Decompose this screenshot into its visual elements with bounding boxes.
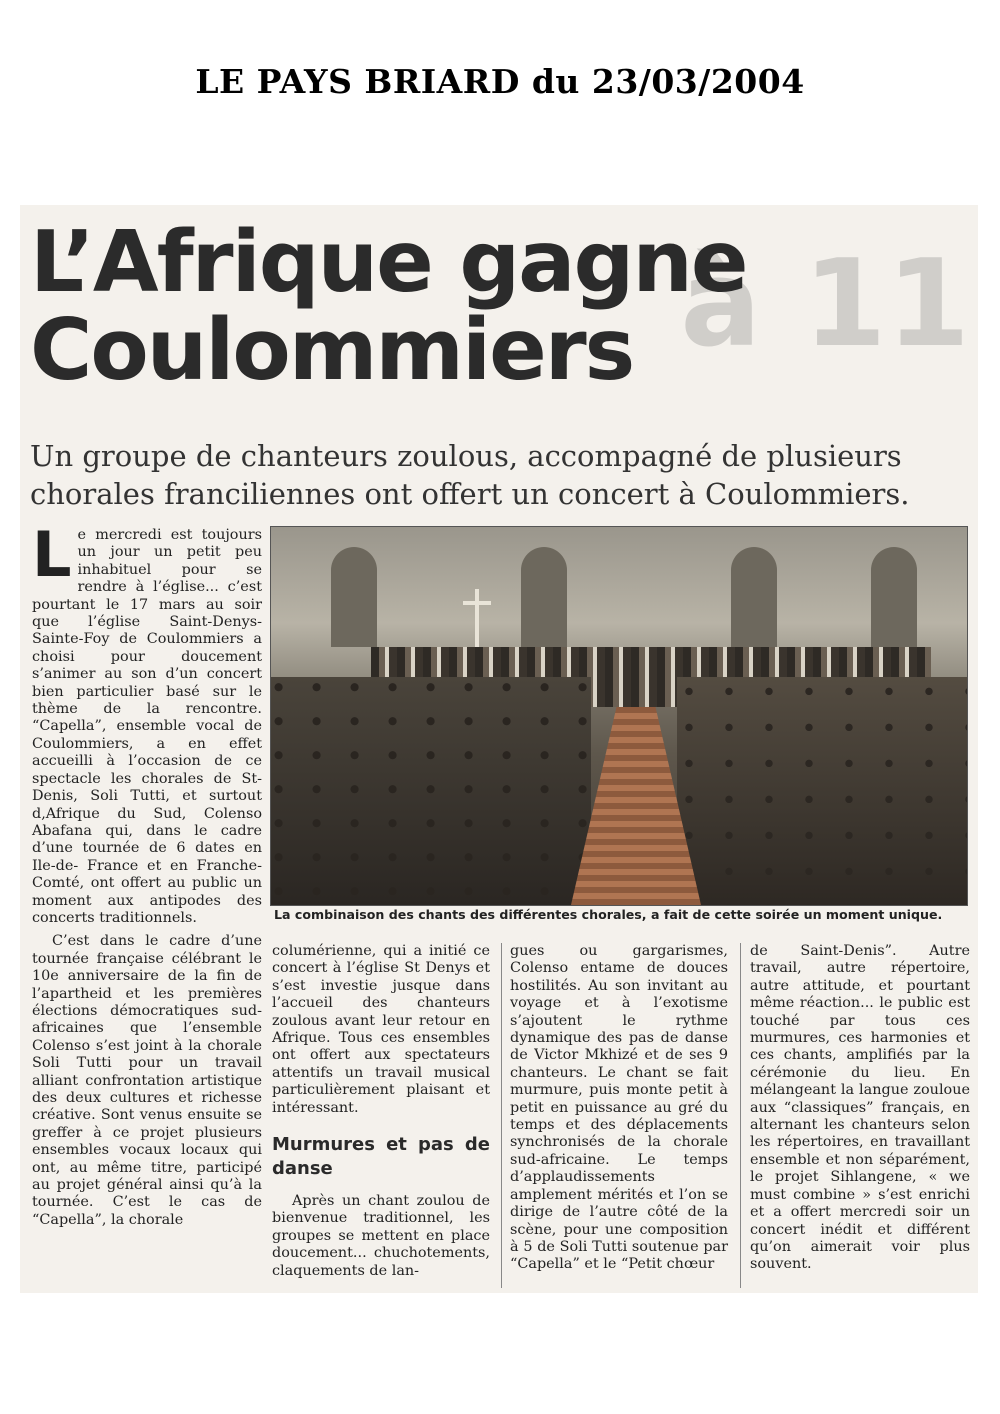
bleed-through-ghost: à 11 bbox=[680, 235, 970, 374]
headline-line-1: L’Afrique gagne bbox=[30, 213, 747, 312]
masthead-title: LE PAYS BRIARD du 23/03/2004 bbox=[195, 62, 805, 101]
column-4 bbox=[750, 943, 970, 1280]
column-4-paragraph-1: de Saint-Denis”. Autre travail, autre répertoire, autre attitude, et pourtant même réaction... le public est touché par tous ces murmures, ces harmonies et ces chants, amplifiés par la cérémonie du lieu. En mélangeant la langue zouloue aux “classiques” français, en alternant les chanteurs selon les répertoires, en travaillant ensemble et non séparément, le projet Sihlangene, « we must combine » s’est enrichi et a offert mercredi soir un concert inédit et différent qu’on aimerait voir plus souvent. bbox=[750, 943, 970, 1273]
article-headline bbox=[30, 213, 747, 400]
column-1-paragraph-1: e mercredi est toujours un jour un petit peu inhabituel pour se rendre à l’église... c’est pourtant le 17 mars au soir que l’église Saint-Denys-Sainte-Foy de Coulommiers a choisi pour doucement s’animer au son d’un concert bien particulier basé sur le thème de la rencontre. “Capella”, ensemble vocal de Coulommiers, a en effet accueilli à l’occasion de ce spectacle les chorales de St-Denis, Soli Tutti, et surtout d,Afrique du Sud, Colenso Abafana qui, dans le cadre d’une tournée de 6 dates en Ile-de- France et en Franche-Comté, ont offert au public un moment aux antipodes des concerts traditionnels. bbox=[32, 527, 262, 926]
column-1-paragraph-2: C’est dans le cadre d’une tournée française célébrant le 10e anniversaire de la fin de l’apartheid et les premières élections démocratiques sud-africaines que l’ensemble Colenso s’est joint à la chorale Soli Tutti pour un travail alliant confrontation artistique des deux cultures et richesse créative. Sont venus ensuite se greffer à ce projet plusieurs ensembles vocaux locaux qui ont, au même titre, participé au projet général ainsi qu’à la tournée. C’est le cas de “Capella”, la chorale bbox=[32, 933, 262, 1228]
column-3-paragraph-1: gues ou gargarismes, Colenso entame de douces hostilités. Au son invitant au voyage et à l’exotisme s’ajoutent le rythme dynamique des pas de danse de Victor Mkhizé et de ses 9 chanteurs. Le chant se fait murmure, puis monte petit à petit en puissance au gré du temps et des déplacements synchronisés de la chorale sud-africaine. Le temps d’applaudissements amplement mérités et l’on se dirige de l’autre côté de la scène, pour une composition à 5 de Soli Tutti soutenue par “Capella” et le “Petit chœur bbox=[510, 943, 728, 1273]
column-3 bbox=[510, 943, 728, 1280]
column-2-paragraph-1: columérienne, qui a initié ce concert à l’église St Denys et s’est investie jusque dans l’accueil des chanteurs zoulous avant leur retour en Afrique. Tous ces ensembles ont offert aux spectateurs attentifs un travail musical particulièrement plaisant et intéressant. bbox=[272, 943, 490, 1116]
column-2-paragraph-2: Après un chant zoulou de bienvenue traditionnel, les groupes se mettent en place doucement... chuchotements, claquements de lan- bbox=[272, 1193, 490, 1279]
audience-right bbox=[677, 677, 967, 906]
concert-photo bbox=[270, 526, 968, 906]
column-1 bbox=[32, 518, 262, 1235]
church-arch bbox=[331, 547, 377, 647]
cross-icon bbox=[475, 589, 479, 649]
audience-left bbox=[271, 677, 591, 906]
photo-caption: La combinaison des chants des différentes chorales, a fait de cette soirée un moment unique. bbox=[274, 907, 943, 922]
column-divider bbox=[740, 943, 741, 1288]
column-2 bbox=[272, 943, 490, 1286]
headline-line-2: Coulommiers bbox=[30, 301, 634, 400]
article-deck: Un groupe de chanteurs zoulous, accompagné de plusieurs chorales franciliennes ont offert un concert à Coulommiers. bbox=[30, 439, 910, 511]
newspaper-clipping bbox=[20, 205, 978, 1293]
section-subhead: Murmures et pas de danse bbox=[272, 1134, 490, 1180]
column-divider bbox=[501, 943, 502, 1288]
church-arch bbox=[521, 547, 567, 647]
church-arch bbox=[731, 547, 777, 647]
church-arch bbox=[871, 547, 917, 647]
drop-cap: L bbox=[32, 518, 72, 591]
